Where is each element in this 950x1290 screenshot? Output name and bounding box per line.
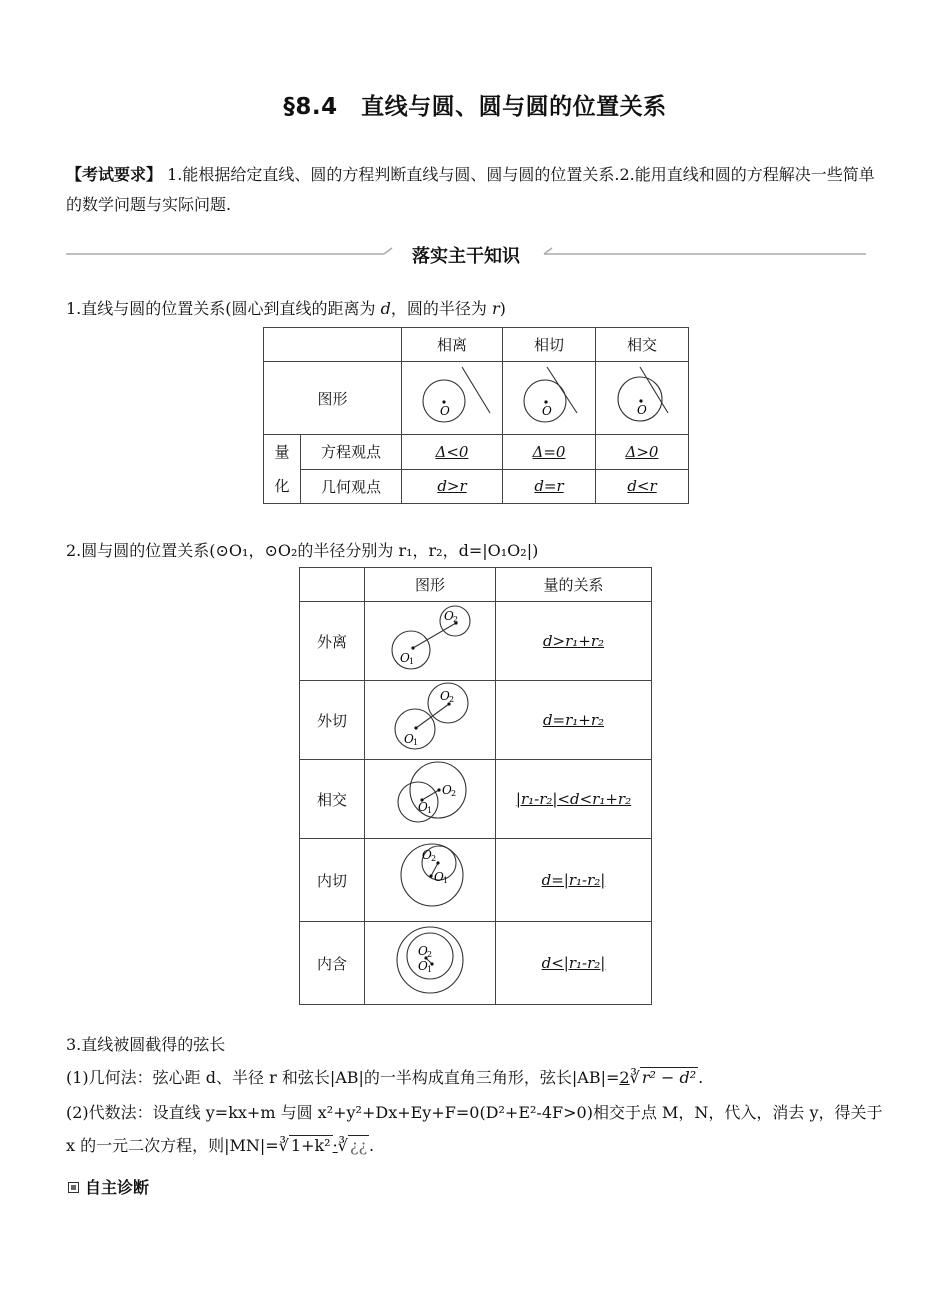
- figure-intersect: [596, 362, 689, 435]
- svg-text:2: 2: [431, 854, 437, 863]
- figure-external-separate: [365, 602, 496, 681]
- svg-text:1: 1: [443, 876, 449, 885]
- quantify-label: 量 化: [264, 435, 301, 504]
- svg-text:2: 2: [453, 615, 459, 624]
- svg-text:O: O: [442, 783, 452, 797]
- svg-text:O: O: [440, 689, 450, 703]
- svg-text:2: 2: [451, 789, 457, 798]
- svg-text:1: 1: [409, 657, 415, 666]
- checkbox-square-icon: [68, 1182, 79, 1193]
- svg-text:O: O: [637, 403, 647, 417]
- svg-text:1: 1: [427, 806, 433, 815]
- requirement-tag: 【考试要求】: [66, 165, 163, 184]
- section3-heading: 3.直线被圆截得的弦长: [66, 1035, 226, 1054]
- section1-heading: 1.直线与圆的位置关系(圆心到直线的距离为 d，圆的半径为 r): [66, 299, 506, 318]
- page-title: §8.4 直线与圆、圆与圆的位置关系: [283, 94, 667, 120]
- col-tangent: 相切: [503, 328, 596, 362]
- figure-tangent: [503, 362, 596, 435]
- eq-tangent: Δ=0: [503, 435, 596, 470]
- col-intersect: 相交: [596, 328, 689, 362]
- line-circle-table: [263, 327, 689, 504]
- algebraic-method-line2: x 的一元二次方程，则|MN|=∛ 1+k² ·∛ ¿¿ .: [66, 1136, 375, 1155]
- svg-text:O: O: [400, 651, 410, 665]
- row-contain: 内含: [300, 922, 365, 1005]
- figure-external-tangent: [365, 681, 496, 760]
- geometric-method: (1)几何法：弦心距 d、半径 r 和弦长|AB|的一半构成直角三角形，弦长|AB|=2∛ r² − d² .: [66, 1068, 704, 1087]
- svg-text:O: O: [404, 732, 414, 746]
- figure-contain: [365, 922, 496, 1005]
- svg-text:O: O: [440, 404, 450, 418]
- svg-text:O: O: [542, 404, 552, 418]
- exam-requirement: [66, 160, 884, 220]
- row-external-separate: 外离: [300, 602, 365, 681]
- col-separate: 相离: [402, 328, 503, 362]
- row-figure-label: 图形: [264, 362, 402, 435]
- section-banner: [66, 236, 866, 272]
- svg-text:O: O: [418, 959, 428, 973]
- svg-text:O: O: [444, 609, 454, 623]
- svg-text:2: 2: [449, 695, 455, 704]
- svg-text:1: 1: [427, 965, 433, 974]
- geo-intersect: d<r: [596, 469, 689, 504]
- svg-text:2: 2: [427, 950, 433, 959]
- banner-title: 落实主干知识: [412, 246, 520, 267]
- eq-intersect: Δ>0: [596, 435, 689, 470]
- figure-intersect-circles: [365, 760, 496, 839]
- row-equation-label: 方程观点: [301, 435, 402, 470]
- row-internal-tangent: 内切: [300, 839, 365, 922]
- relation-contain: d<|r₁-r₂|: [496, 922, 652, 1005]
- figure-internal-tangent: [365, 839, 496, 922]
- svg-text:O: O: [434, 870, 444, 884]
- geo-separate: d>r: [402, 469, 503, 504]
- row-external-tangent: 外切: [300, 681, 365, 760]
- requirement-text: 1.能根据给定直线、圆的方程判断直线与圆、圆与圆的位置关系.2.能用直线和圆的方程解决一些简单的数学问题与实际问题.: [66, 165, 875, 214]
- relation-internal-tangent: d=|r₁-r₂|: [496, 839, 652, 922]
- eq-separate: Δ<0: [402, 435, 503, 470]
- figure-separate: [402, 362, 503, 435]
- svg-text:O: O: [418, 800, 428, 814]
- diagnosis-heading: 自主诊断: [68, 1175, 149, 1198]
- svg-text:O: O: [418, 944, 428, 958]
- algebraic-method-line1: (2)代数法：设直线 y=kx+m 与圆 x²+y²+Dx+Ey+F=0(D²+E²-4F>0)相交于点 M，N，代入，消去 y，得关于: [66, 1103, 883, 1122]
- svg-text:O: O: [422, 848, 432, 862]
- svg-text:1: 1: [413, 738, 419, 747]
- row-geometry-label: 几何观点: [301, 469, 402, 504]
- col-relation: 量的关系: [496, 568, 652, 602]
- relation-external-tangent: d=r₁+r₂: [496, 681, 652, 760]
- relation-external-separate: d>r₁+r₂: [496, 602, 652, 681]
- section2-heading: 2.圆与圆的位置关系(⊙O₁，⊙O₂的半径分别为 r₁，r₂，d=|O₁O₂|): [66, 541, 539, 560]
- relation-intersect: |r₁-r₂|<d<r₁+r₂: [496, 760, 652, 839]
- row-intersect: 相交: [300, 760, 365, 839]
- geo-tangent: d=r: [503, 469, 596, 504]
- circle-circle-table: [299, 567, 652, 1005]
- col-figure: 图形: [365, 568, 496, 602]
